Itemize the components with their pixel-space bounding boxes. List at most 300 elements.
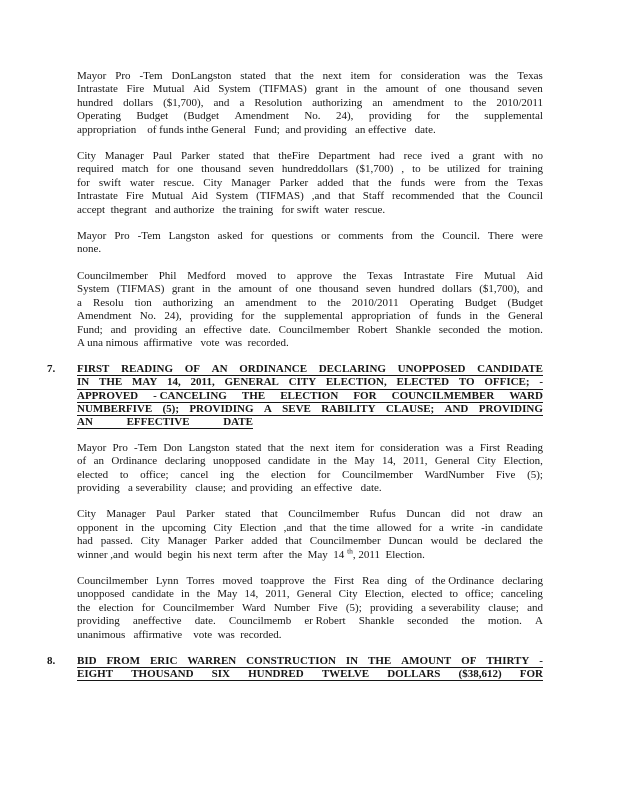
word: , [401, 163, 405, 176]
word: candidate [500, 521, 543, 534]
word: upcoming [162, 521, 206, 534]
paragraph-langston-questions [77, 230, 543, 257]
word: Don [163, 441, 183, 454]
word: ing [220, 468, 235, 481]
agenda-item-8-heading [47, 655, 543, 681]
word: DonLangston [171, 70, 232, 82]
word: Councilmember [77, 575, 148, 588]
word: Pro [114, 230, 130, 243]
word: an [223, 296, 235, 309]
word: stated [235, 441, 262, 454]
word: 2011, [403, 455, 428, 468]
word: Councilmember [162, 601, 234, 614]
word: RABILITY [321, 402, 376, 415]
text-line [77, 163, 543, 176]
word: the [363, 83, 378, 96]
word: THE [368, 655, 392, 668]
text-line [77, 442, 543, 455]
text-line [77, 403, 543, 416]
word: one [295, 283, 312, 296]
word: providing [77, 615, 120, 628]
word: training [508, 163, 543, 176]
word: seven [248, 163, 274, 176]
word: declared [484, 535, 522, 548]
word: Resolution [254, 96, 303, 109]
text-line [77, 83, 543, 96]
agenda-item-7-heading [47, 363, 543, 428]
word: Manager [231, 176, 271, 189]
word: WARREN [187, 655, 237, 668]
word: Shankle [395, 323, 431, 336]
word: required [77, 163, 114, 176]
word: to [449, 588, 459, 601]
word: next [309, 441, 329, 454]
word: CONSTRUCTION [246, 655, 337, 668]
word: Reading [506, 441, 543, 454]
word: seconded [407, 615, 449, 628]
word: Fire [455, 269, 473, 282]
word: Lynn [155, 575, 179, 588]
word: ORDINANCE [239, 363, 308, 376]
text-line [77, 297, 543, 310]
word: candidate [268, 455, 311, 468]
word: (Budget [507, 296, 543, 309]
word: of [427, 83, 437, 96]
word: General [296, 588, 332, 601]
word: Ordinance [111, 455, 158, 468]
word: A [534, 615, 543, 628]
word: the [327, 296, 341, 309]
word: ,and [311, 190, 331, 203]
word: next [322, 70, 342, 82]
word: be [428, 163, 439, 176]
word: Election, [364, 588, 405, 601]
word: Mutual [483, 269, 516, 282]
word: with [503, 150, 524, 163]
text-line: none. [77, 243, 102, 256]
word: or [321, 230, 331, 243]
paragraph-medford-motion [77, 270, 543, 350]
word: 2010/2011 [496, 96, 543, 109]
word: er Robert [304, 615, 346, 628]
word: EIGHT [77, 668, 114, 681]
word: and [213, 96, 230, 109]
word: elected [411, 588, 443, 601]
word: that [261, 508, 278, 521]
word: Number [273, 601, 310, 614]
word: recommended [391, 190, 455, 203]
paragraph-tifmas-intro [77, 70, 543, 137]
word: match [121, 163, 149, 176]
text-line [77, 376, 543, 389]
word: seven [517, 83, 543, 96]
word: READING [121, 363, 174, 376]
word: Manager [167, 535, 207, 548]
word: (5); [527, 468, 543, 481]
word: dollars [123, 96, 154, 109]
word: GENERAL [224, 376, 279, 389]
word: COUNCILMEMBER [391, 389, 495, 402]
word: ERIC [149, 655, 178, 668]
word: Duncan [388, 535, 423, 548]
text-line: A una nimous affirmative vote was recorded. [77, 336, 289, 349]
word: providing [370, 601, 413, 614]
text-line [77, 655, 543, 668]
word: date. [249, 323, 271, 336]
word: Councilmember [342, 468, 413, 481]
word: declaring [502, 575, 543, 588]
word: Councilmember [288, 508, 360, 521]
word: AND [444, 402, 469, 415]
word: for [360, 441, 374, 454]
word: moved [222, 575, 253, 588]
word: the [77, 601, 91, 614]
word: elected [77, 468, 109, 481]
word: the Ordinance [432, 575, 495, 588]
word: UNOPPOSED [397, 363, 466, 376]
word: 24), [336, 110, 354, 123]
text-line [77, 324, 543, 337]
paragraph-torres-motion [77, 575, 543, 642]
text-line [77, 190, 543, 203]
word: Council. [442, 230, 480, 243]
word: candidate [131, 588, 174, 601]
word: amendment [245, 296, 297, 309]
word: effective [203, 323, 242, 336]
word: in [469, 310, 478, 323]
word: moved [236, 269, 267, 282]
word: the [300, 70, 314, 82]
word: First [333, 575, 355, 588]
word: and [526, 283, 543, 296]
word: the [378, 176, 392, 189]
word: a [77, 296, 82, 309]
word: May [217, 588, 238, 601]
word: consideration [400, 70, 461, 82]
text-line [77, 177, 543, 190]
word: allowed [376, 521, 412, 534]
word: Parker [279, 176, 309, 189]
word: would [430, 535, 459, 548]
word: 2011, [190, 376, 215, 389]
word: (TIFMAS) [259, 83, 307, 96]
text-line: winner ,and would begin his next term after the May 14 $^{th}$, 2011 Election. [77, 545, 425, 561]
word: 14, [381, 455, 396, 468]
word: FOR [519, 668, 543, 681]
word: TWELVE [321, 668, 370, 681]
word: Texas [517, 176, 543, 189]
word: Budget [464, 296, 497, 309]
word: for [141, 601, 155, 614]
word: supplemental [284, 310, 343, 323]
word: were [434, 176, 456, 189]
word: CANDIDATE [477, 363, 543, 376]
word: Aid [526, 269, 543, 282]
word: approve [296, 269, 333, 282]
word: Five [495, 468, 516, 481]
word: BID [77, 655, 97, 668]
word: SEVE [282, 402, 311, 415]
word: the [141, 521, 155, 534]
word: -Tem [139, 70, 163, 82]
word: motion. [508, 323, 543, 336]
word: Mutual [152, 83, 185, 96]
word: the [245, 468, 260, 481]
word: appropriation [351, 310, 411, 323]
word: Paul [152, 150, 173, 163]
word: FROM [106, 655, 141, 668]
word: CITY [288, 376, 317, 389]
word: to [454, 96, 463, 109]
word: toapprove [260, 575, 305, 588]
word: an [93, 455, 104, 468]
word: to [412, 163, 421, 176]
text-line [77, 283, 543, 296]
word: 24), [164, 310, 182, 323]
word: - [539, 655, 543, 668]
word: grant [472, 150, 495, 163]
word: City [77, 150, 96, 163]
word: that [274, 70, 292, 82]
word: THE [99, 376, 123, 389]
paragraph-duncan-unopposed [77, 508, 543, 562]
word: Shankle [358, 615, 395, 628]
word: item [350, 70, 371, 82]
word: ELECTION [280, 389, 339, 402]
word: canceling [500, 588, 543, 601]
word: Langston [188, 441, 230, 454]
text-line [77, 668, 543, 681]
text-line: providing a severability clause; and providing an effective date. [77, 482, 382, 494]
word: DATE [223, 415, 253, 428]
word: declaring [164, 455, 206, 468]
word: in [125, 521, 134, 534]
word: -Tem [134, 441, 158, 454]
word: OF [461, 655, 477, 668]
word: Parker [185, 508, 215, 521]
word: PROVIDING [478, 402, 543, 415]
word: were [521, 230, 543, 243]
word: AN [211, 363, 228, 376]
word: hundreddollars [281, 163, 348, 176]
word: ($1,700) [355, 163, 394, 176]
word: (TIFMAS) [256, 190, 304, 203]
word: dollars [441, 283, 472, 296]
word: amendment [392, 96, 445, 109]
text-line [77, 575, 543, 588]
word: theFire [278, 150, 310, 163]
word: that [462, 190, 479, 203]
word: IN [77, 376, 90, 389]
word: No. [139, 310, 156, 323]
word: THE [241, 389, 266, 402]
word: Amendment [234, 110, 289, 123]
word: Councilmemb [228, 615, 292, 628]
word: PROVIDING [189, 402, 254, 415]
word: Texas [367, 269, 393, 282]
word: FOR [353, 389, 377, 402]
word: thousand [201, 163, 241, 176]
text-line [77, 508, 543, 521]
word: and [527, 601, 543, 614]
word: Aid [191, 190, 208, 203]
word: Councilmember [278, 323, 350, 336]
word: ding [387, 575, 407, 588]
word: was [468, 70, 487, 82]
word: Parker [181, 150, 210, 163]
item-number: 7. [47, 363, 56, 376]
word: in [317, 455, 327, 468]
word: consideration [379, 441, 440, 454]
word: for [156, 163, 170, 176]
word: ($1,700), [163, 96, 204, 109]
word: Pro [115, 70, 131, 82]
word: FIRST [77, 363, 110, 376]
word: Department [318, 150, 371, 163]
word: Intrastate [77, 83, 118, 96]
word: the [262, 310, 276, 323]
word: added [251, 535, 278, 548]
text-line [77, 522, 543, 535]
word: the [196, 588, 211, 601]
word: seven [366, 283, 392, 296]
word: supplemental [484, 110, 543, 123]
word: THOUSAND [131, 668, 194, 681]
word: Operating [409, 296, 454, 309]
word: for [250, 230, 264, 243]
word: 2011, [265, 588, 290, 601]
text-line [77, 97, 543, 110]
word: There [487, 230, 514, 243]
word: Council [508, 190, 543, 203]
word: Aid [193, 83, 210, 96]
word: motion. [487, 615, 522, 628]
word: No. [304, 110, 321, 123]
word: -Tem [137, 230, 161, 243]
word: water [129, 176, 155, 189]
word: in [201, 283, 211, 296]
word: (5); [162, 402, 179, 415]
word: draw [499, 508, 522, 521]
word: clause; [488, 601, 519, 614]
word: unopposed [77, 588, 125, 601]
word: (Budget [183, 110, 220, 123]
word: stated [225, 508, 251, 521]
word: Rufus [369, 508, 396, 521]
word: tion [134, 296, 152, 309]
word: HUNDRED [248, 668, 304, 681]
word: A [263, 402, 272, 415]
word: the [290, 441, 304, 454]
word: Fund; [77, 323, 103, 336]
word: ived [430, 150, 450, 163]
word: cancel [180, 468, 209, 481]
word: in [181, 588, 190, 601]
word: of [279, 283, 289, 296]
text-line [77, 110, 543, 123]
word: grant [171, 283, 195, 296]
superscript-ordinal: th [347, 545, 353, 555]
word: the [529, 535, 543, 548]
word: City [213, 521, 233, 534]
word: for [379, 70, 392, 82]
text-line: accept thegrant and authorize the training for swift water rescue. [77, 203, 386, 216]
word: Election, [503, 455, 543, 468]
word: the [333, 455, 347, 468]
word: the [461, 615, 475, 628]
word: that [252, 150, 270, 163]
word: General [508, 310, 543, 323]
word: NUMBERFIVE [77, 402, 153, 415]
word: System [77, 283, 110, 296]
word: was [445, 441, 463, 454]
word: the [494, 176, 509, 189]
word: stated [240, 70, 266, 82]
word: Budget [136, 110, 169, 123]
word: questions [271, 230, 314, 243]
word: an [372, 96, 383, 109]
word: the [420, 230, 435, 243]
word: authorizing [312, 96, 363, 109]
word: Mayor [77, 230, 107, 243]
word: aneffective [132, 615, 182, 628]
word: opponent [77, 521, 118, 534]
paragraph-fire-grant [77, 150, 543, 217]
word: for [317, 468, 331, 481]
text-line [77, 310, 543, 323]
text-line [77, 615, 543, 628]
word: of [414, 575, 425, 588]
word: Duncan [406, 508, 441, 521]
word: added [317, 176, 344, 189]
text-line: unanimous affirmative vote was recorded. [77, 628, 282, 641]
word: office; [465, 588, 494, 601]
word: swift [98, 176, 121, 189]
word: 14, [167, 376, 181, 389]
word: from [391, 230, 413, 243]
word: TO [458, 376, 475, 389]
word: providing [190, 310, 233, 323]
word: Parker [214, 535, 244, 548]
word: Rea [362, 575, 380, 588]
word: ($38,612) [458, 668, 502, 681]
word: ($1,700), [479, 283, 520, 296]
word: hundred [398, 283, 435, 296]
word: for [77, 176, 90, 189]
word: WardNumber [424, 468, 485, 481]
word: rescue. [163, 176, 195, 189]
word: Mayor [77, 441, 107, 454]
word: Phil [158, 269, 177, 282]
word: one [445, 83, 461, 96]
word: the [455, 110, 469, 123]
word: the [217, 283, 232, 296]
word: City [140, 535, 160, 548]
word: OF [184, 363, 200, 376]
word: of [77, 455, 87, 468]
word: for [241, 310, 255, 323]
word: an [185, 323, 196, 336]
word: date. [194, 615, 216, 628]
word: passed. [100, 535, 133, 548]
word: hundred [77, 96, 114, 109]
word: the [494, 70, 509, 82]
word: grant [315, 83, 339, 96]
word: ,and [283, 521, 303, 534]
text-line [77, 390, 543, 403]
word: the [312, 575, 326, 588]
text-line [77, 363, 543, 376]
